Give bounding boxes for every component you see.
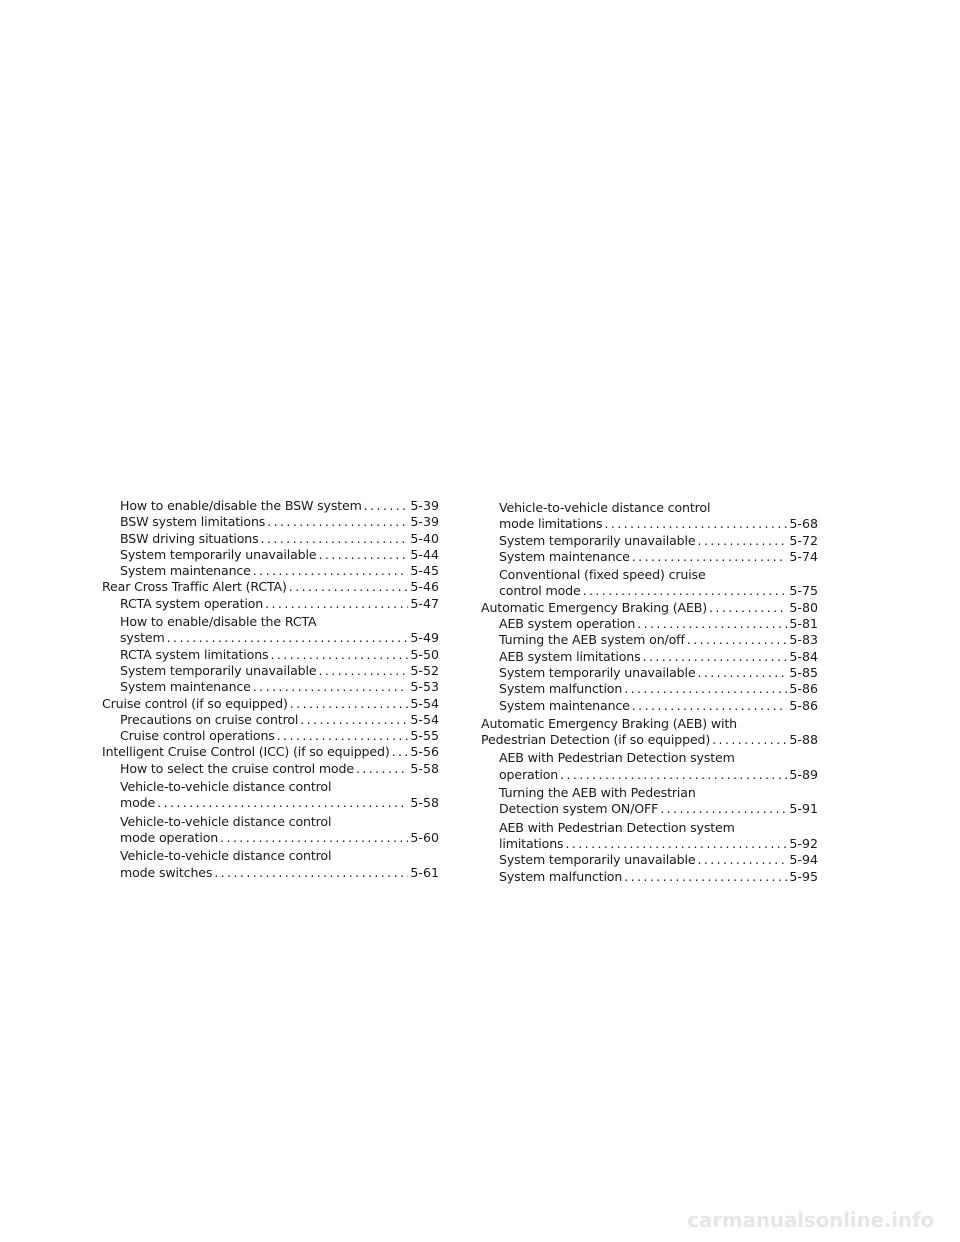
dot-leader <box>253 679 409 695</box>
toc-entry-page: 5-91 <box>789 801 818 817</box>
toc-entry-page: 5-75 <box>789 583 818 599</box>
toc-entry-page: 5-80 <box>789 599 818 615</box>
toc-entry-title: Pedestrian Detection (if so equipped) <box>481 732 711 748</box>
dot-leader <box>709 600 787 616</box>
toc-entry[interactable] <box>481 665 818 681</box>
toc-entry-title: RCTA system limitations <box>120 646 269 662</box>
toc-entry[interactable] <box>102 563 439 579</box>
toc-entry-page: 5-94 <box>789 852 818 868</box>
toc-entry-page: 5-83 <box>789 632 818 648</box>
toc-entry-page: 5-50 <box>410 646 439 662</box>
toc-entry[interactable] <box>481 852 818 868</box>
toc-entry-title: limitations <box>499 835 564 851</box>
toc-entry[interactable] <box>481 632 818 648</box>
dot-leader <box>583 583 788 599</box>
toc-entry-page: 5-45 <box>410 563 439 579</box>
toc-entry-title: Automatic Emergency Braking (AEB) <box>481 599 708 615</box>
toc-entry-page: 5-84 <box>789 648 818 664</box>
dot-leader <box>214 865 408 881</box>
dot-leader <box>300 712 408 728</box>
dot-leader <box>632 549 788 565</box>
toc-entry-page: 5-47 <box>410 595 439 611</box>
dot-leader <box>318 663 408 679</box>
toc-entry[interactable] <box>102 596 439 612</box>
toc-entry[interactable] <box>102 579 439 595</box>
toc-entry-page: 5-54 <box>410 695 439 711</box>
dot-leader <box>289 579 409 595</box>
toc-entry[interactable] <box>102 614 439 647</box>
dot-leader <box>697 852 787 868</box>
toc-entry[interactable] <box>102 728 439 744</box>
toc-entry[interactable] <box>481 567 818 600</box>
toc-left-column <box>102 498 439 881</box>
toc-entry-title: Detection system ON/OFF <box>499 801 659 817</box>
toc-entry-title: Turning the AEB system on/off <box>499 632 685 648</box>
toc-entry[interactable] <box>481 750 818 783</box>
toc-entry[interactable] <box>102 814 439 847</box>
toc-entry-title: RCTA system operation <box>120 595 264 611</box>
toc-entry[interactable] <box>481 785 818 818</box>
toc-entry[interactable] <box>102 498 439 514</box>
toc-entry-title-line: Conventional (fixed speed) cruise <box>499 567 706 583</box>
toc-entry-title: System maintenance <box>499 697 630 713</box>
toc-entry[interactable] <box>481 600 818 616</box>
toc-entry-page: 5-39 <box>410 498 439 513</box>
toc-entry-page: 5-88 <box>789 732 818 748</box>
toc-entry-page: 5-46 <box>410 579 439 595</box>
toc-entry-page: 5-85 <box>789 664 818 680</box>
dot-leader <box>660 801 787 817</box>
toc-entry-title: How to enable/disable the BSW system <box>120 498 362 513</box>
toc-entry[interactable] <box>102 663 439 679</box>
dot-leader <box>267 514 408 530</box>
toc-entry[interactable] <box>481 716 818 749</box>
toc-entry-title: System maintenance <box>120 563 251 579</box>
dot-leader <box>697 665 787 681</box>
dot-leader <box>265 596 408 612</box>
toc-entry-title: Cruise control (if so equipped) <box>102 695 288 711</box>
dot-leader <box>687 632 788 648</box>
dot-leader <box>318 547 408 563</box>
site-watermark: carmanualsonline.info <box>687 1208 934 1232</box>
toc-entry[interactable] <box>102 779 439 812</box>
toc-entry-page: 5-44 <box>410 546 439 562</box>
toc-entry-page: 5-58 <box>410 760 439 776</box>
toc-entry-title-line: AEB with Pedestrian Detection system <box>499 750 735 766</box>
toc-entry-title: mode limitations <box>499 516 603 532</box>
toc-entry-page: 5-92 <box>789 835 818 851</box>
dot-leader <box>167 630 409 646</box>
toc-entry-page: 5-49 <box>410 630 439 646</box>
toc-entry[interactable] <box>102 679 439 695</box>
toc-entry-title: mode operation <box>120 829 219 845</box>
toc-entry-title: System malfunction <box>499 868 623 884</box>
toc-entry-title: System temporarily unavailable <box>499 532 696 548</box>
dot-leader <box>637 616 787 632</box>
toc-entry[interactable] <box>102 696 439 712</box>
toc-entry-page: 5-95 <box>789 868 818 884</box>
toc-entry-title: How to select the cruise control mode <box>120 760 354 776</box>
toc-entry[interactable] <box>481 681 818 697</box>
toc-entry-page: 5-40 <box>410 530 439 546</box>
toc-entry-page: 5-53 <box>410 679 439 695</box>
toc-entry-title: System malfunction <box>499 681 623 697</box>
toc-entry-title: BSW driving situations <box>120 530 259 546</box>
dot-leader <box>712 732 787 748</box>
dot-leader <box>624 681 787 697</box>
toc-entry-title: Precautions on cruise control <box>120 711 299 727</box>
dot-leader <box>253 563 409 579</box>
toc-entry-page: 5-72 <box>789 532 818 548</box>
toc-entry-title: Cruise control operations <box>120 728 275 744</box>
toc-entry-title-line: Vehicle-to-vehicle distance control <box>120 813 332 829</box>
toc-entry-title: BSW system limitations <box>120 514 266 530</box>
toc-right-column <box>481 498 818 885</box>
toc-entry-page: 5-61 <box>410 864 439 880</box>
toc-entry-title: Rear Cross Traffic Alert (RCTA) <box>102 579 287 595</box>
toc-entry-page: 5-86 <box>789 681 818 697</box>
dot-leader <box>632 698 788 714</box>
dot-leader <box>364 498 409 514</box>
toc-entry-title: System maintenance <box>120 679 251 695</box>
toc-entry-page: 5-58 <box>410 795 439 811</box>
toc-entry-title: AEB system limitations <box>499 648 641 664</box>
toc-entry-title-line: Vehicle-to-vehicle distance control <box>120 848 332 864</box>
toc-entry-title: AEB system operation <box>499 616 636 632</box>
toc-entry-title-line: Vehicle-to-vehicle distance control <box>499 500 711 515</box>
toc-entry-page: 5-52 <box>410 662 439 678</box>
toc-entry-page: 5-56 <box>410 744 439 760</box>
toc-entry-page: 5-55 <box>410 728 439 744</box>
toc-entry[interactable] <box>102 547 439 563</box>
toc-entry-title: system <box>120 630 165 646</box>
toc-entry-title-line: How to enable/disable the RCTA <box>120 614 317 630</box>
toc-entry-title: System temporarily unavailable <box>120 662 317 678</box>
toc-entry[interactable] <box>102 514 439 530</box>
dot-leader <box>560 767 787 783</box>
toc-entry-page: 5-86 <box>789 697 818 713</box>
toc-entry-title-line: Automatic Emergency Braking (AEB) with <box>481 715 737 731</box>
dot-leader <box>392 744 409 760</box>
toc-entry-page: 5-89 <box>789 766 818 782</box>
toc-entry-title: System temporarily unavailable <box>499 852 696 868</box>
toc-entry-page: 5-39 <box>410 514 439 530</box>
toc-entry[interactable] <box>102 744 439 760</box>
toc-entry[interactable] <box>481 549 818 565</box>
dot-leader <box>565 836 787 852</box>
dot-leader <box>643 649 788 665</box>
dot-leader <box>624 869 787 885</box>
toc-entry[interactable] <box>481 649 818 665</box>
toc-entry[interactable] <box>481 533 818 549</box>
toc-entry-title: System temporarily unavailable <box>120 546 317 562</box>
toc-entry-page: 5-60 <box>410 829 439 845</box>
toc-entry-title-line: Turning the AEB with Pedestrian <box>499 785 696 801</box>
toc-entry-title: System temporarily unavailable <box>499 664 696 680</box>
toc-entry-title: mode switches <box>120 864 213 880</box>
toc-entry[interactable] <box>481 869 818 885</box>
toc-entry-title: mode <box>120 795 156 811</box>
dot-leader <box>277 728 409 744</box>
dot-leader <box>356 761 408 777</box>
toc-entry[interactable] <box>102 531 439 547</box>
toc-entry[interactable] <box>102 848 439 881</box>
toc-entry-title: Intelligent Cruise Control (ICC) (if so equipped) <box>102 744 390 760</box>
toc-entry[interactable] <box>481 820 818 853</box>
toc-entry-title: System maintenance <box>499 548 630 564</box>
dot-leader <box>261 531 409 547</box>
toc-entry[interactable] <box>102 761 439 777</box>
toc-entry[interactable] <box>481 698 818 714</box>
dot-leader <box>290 696 409 712</box>
dot-leader <box>270 647 408 663</box>
toc-entry[interactable] <box>102 647 439 663</box>
toc-entry-title-line: AEB with Pedestrian Detection system <box>499 819 735 835</box>
dot-leader <box>157 795 408 811</box>
dot-leader <box>220 830 408 846</box>
toc-entry[interactable] <box>481 500 818 533</box>
toc-entry[interactable] <box>102 712 439 728</box>
toc-entry-title-line: Vehicle-to-vehicle distance control <box>120 779 332 795</box>
toc-entry-page: 5-68 <box>789 516 818 532</box>
toc-entry-page: 5-81 <box>789 616 818 632</box>
toc-entry-page: 5-54 <box>410 711 439 727</box>
toc-entry[interactable] <box>481 616 818 632</box>
dot-leader <box>697 533 787 549</box>
dot-leader <box>604 516 787 532</box>
toc-entry-page: 5-74 <box>789 548 818 564</box>
toc-entry-title: operation <box>499 766 559 782</box>
toc-entry-title: control mode <box>499 583 581 599</box>
